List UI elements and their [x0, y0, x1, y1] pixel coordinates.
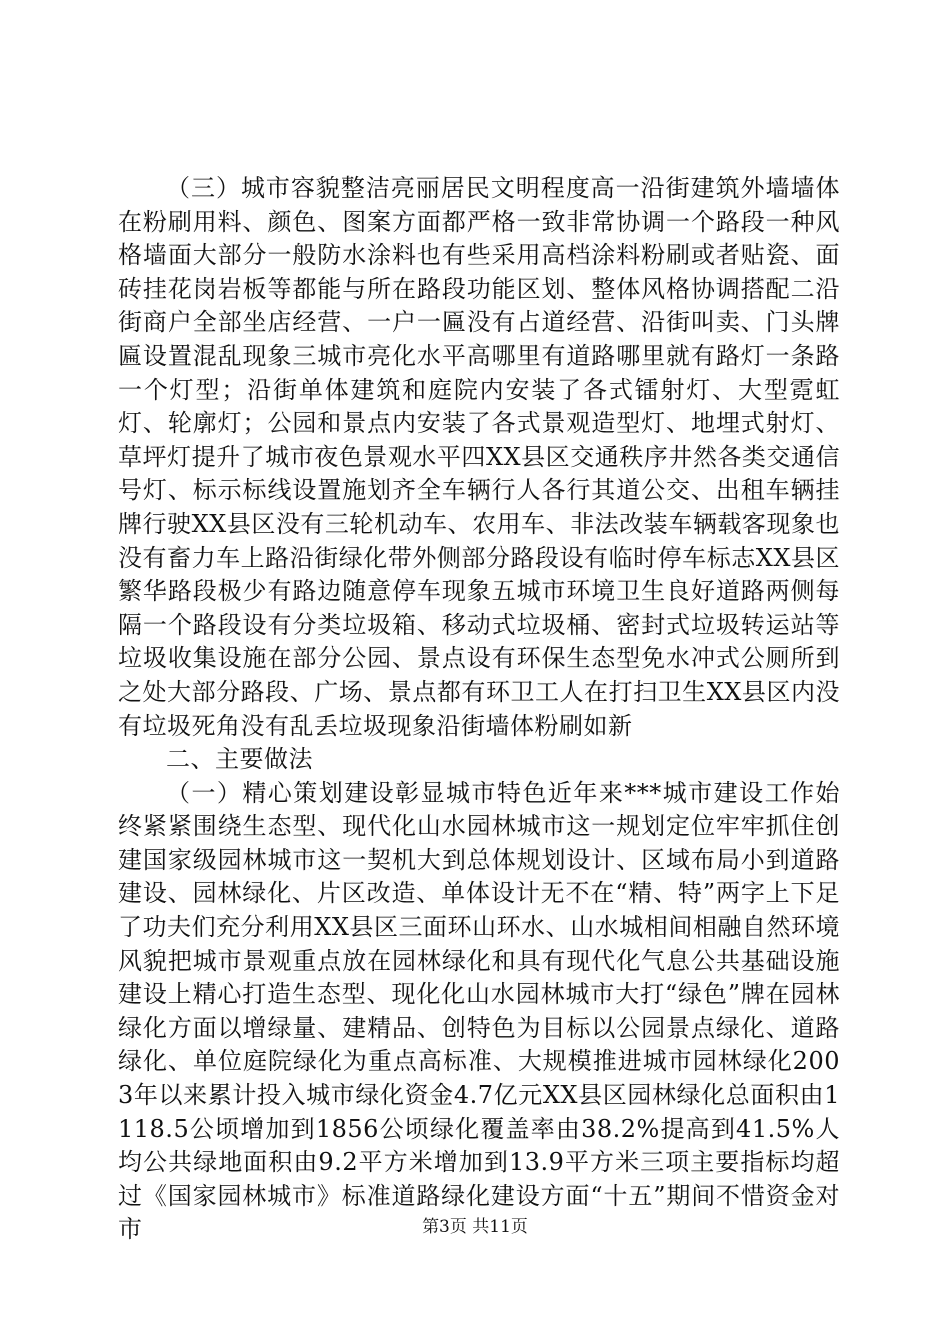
document-body: [118, 172, 840, 1247]
section-heading-main-practices: 二、主要做法: [166, 745, 313, 774]
paragraph-city-appearance: （三）城市容貌整洁亮丽居民文明程度高一沿街建筑外墙墙体在粉刷用料、颜色、图案方面都严格一致非常协调一个路段一种风格墙面大部分一般防水涂料也有些采用高档涂料粉刷或者贴瓷、面砖挂花岗岩板等都能与所在路段功能区划、整体风格协调搭配二沿街商户全部坐店经营、一户一匾没有占道经营、沿街叫卖、门头牌匾设置混乱现象三城市亮化水平高哪里有道路哪里就有路灯一条路一个灯型；沿街单体建筑和庭院内安装了各式镭射灯、大型霓虹灯、轮廓灯；公园和景点内安装了各式景观造型灯、地埋式射灯、草坪灯提升了城市夜色景观水平四XX县区交通秩序井然各类交通信号灯、标示标线设置施划齐全车辆行人各行其道公交、出租车辆挂牌行驶XX县区没有三轮机动车、农用车、非法改装车辆载客现象也没有畜力车上路沿街绿化带外侧部分路段设有临时停车标志XX县区繁华路段极少有路边随意停车现象五城市环境卫生良好道路两侧每隔一个路段设有分类垃圾箱、移动式垃圾桶、密封式垃圾转运站等垃圾收集设施在部分公园、景点设有环保生态型免水冲式公厕所到之处大部分路段、广场、景点都有环卫工人在打扫卫生XX县区内没有垃圾死角没有乱丢垃圾现象沿街墙体粉刷如新: [118, 174, 840, 740]
paragraph-planning-construction: （一）精心策划建设彰显城市特色近年来***城市建设工作始终紧紧围绕生态型、现代化山水园林城市这一规划定位牢牢抓住创建国家级园林城市这一契机大到总体规划设计、区域布局小到道路建设、园林绿化、片区改造、单体设计无不在“精、特”两字上下足了功夫们充分利用XX县区三面环山环水、山水城相间相融自然环境风貌把城市景观重点放在园林绿化和具有现代化气息公共基础设施建设上精心打造生态型、现化化山水园林城市大打“绿色”牌在园林绿化方面以增绿量、建精品、创特色为目标以公园景点绿化、道路绿化、单位庭院绿化为重点高标准、大规模推进城市园林绿化2003年以来累计投入城市绿化资金4.7亿元XX县区园林绿化总面积由1118.5公顷增加到1856公顷绿化覆盖率由38.2%提高到41.5%人均公共绿地面积由9.2平方米增加到13.9平方米三项主要指标均超过《国家园林城市》标准道路绿化建设方面“十五”期间不惜资金对市: [118, 778, 840, 1244]
page-number-footer: 第3页 共11页: [422, 1217, 528, 1237]
